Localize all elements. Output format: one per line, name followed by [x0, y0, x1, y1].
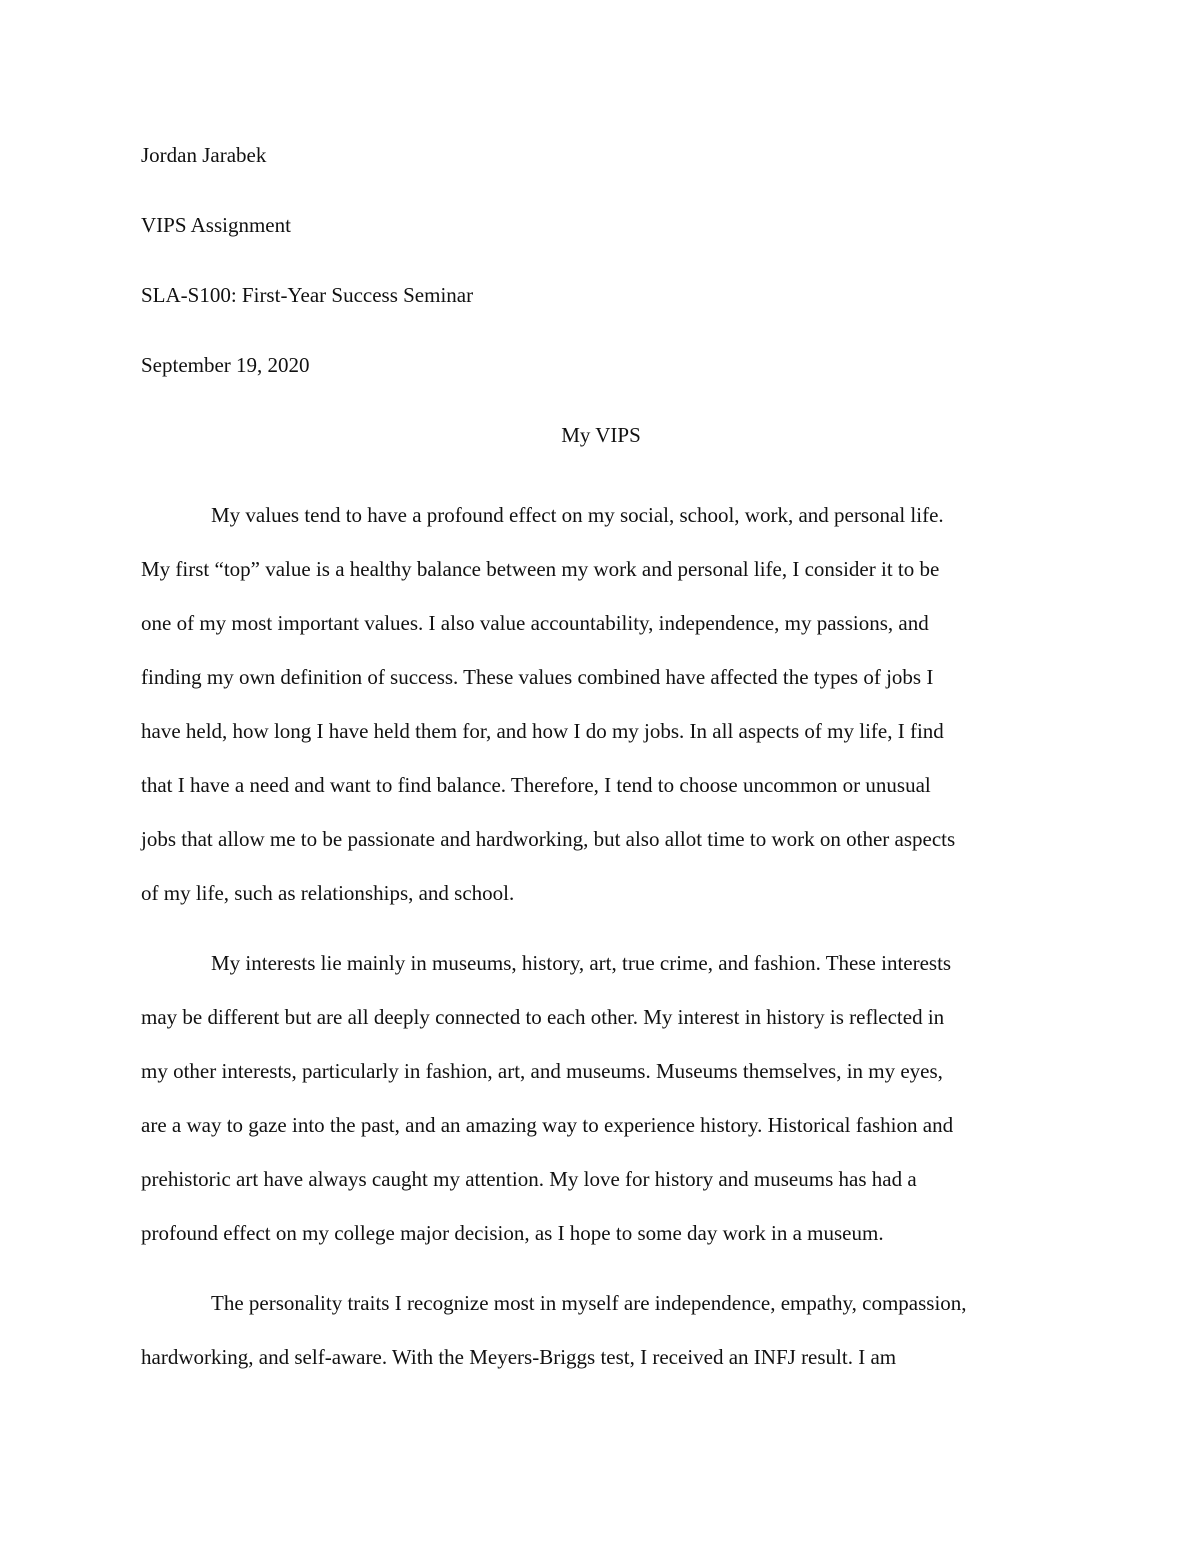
paragraph-personality	[141, 1276, 1061, 1384]
paragraph-line: my other interests, particularly in fashion, art, and museums. Museums themselves, in my eyes,	[141, 1059, 943, 1083]
paragraph-line: of my life, such as relationships, and school.	[141, 881, 515, 905]
document-title: My VIPS	[561, 423, 641, 447]
document-date: September 19, 2020	[141, 353, 310, 377]
paragraph-line: may be different but are all deeply connected to each other. My interest in history is reflected in	[141, 1005, 945, 1029]
paragraph-line: jobs that allow me to be passionate and hardworking, but also allot time to work on other aspects	[141, 827, 956, 851]
author-name: Jordan Jarabek	[141, 143, 267, 167]
assignment-name: VIPS Assignment	[141, 213, 291, 237]
document-page	[141, 138, 1061, 1400]
paragraph-line: finding my own definition of success. These values combined have affected the types of jobs I	[141, 665, 934, 689]
paragraph-line: one of my most important values. I also value accountability, independence, my passions, and	[141, 611, 929, 635]
paragraph-interests	[141, 936, 1061, 1260]
paragraph-values	[141, 488, 1061, 920]
paragraph-line: profound effect on my college major decision, as I hope to some day work in a museum.	[141, 1221, 884, 1245]
paragraph-line: are a way to gaze into the past, and an amazing way to experience history. Historical fashion and	[141, 1113, 954, 1137]
paragraph-line: that I have a need and want to find balance. Therefore, I tend to choose uncommon or unusual	[141, 773, 931, 797]
paragraph-line: The personality traits I recognize most in myself are independence, empathy, compassion,	[211, 1291, 967, 1315]
paragraph-line: prehistoric art have always caught my attention. My love for history and museums has had a	[141, 1167, 917, 1191]
paragraph-line: have held, how long I have held them for, and how I do my jobs. In all aspects of my life, I find	[141, 719, 944, 743]
paragraph-line: hardworking, and self-aware. With the Meyers-Briggs test, I received an INFJ result. I am	[141, 1345, 897, 1369]
course-name: SLA-S100: First-Year Success Seminar	[141, 283, 474, 307]
paragraph-line: My values tend to have a profound effect on my social, school, work, and personal life.	[211, 503, 944, 527]
paragraph-line: My first “top” value is a healthy balance between my work and personal life, I consider it to be	[141, 557, 940, 581]
paragraph-line: My interests lie mainly in museums, history, art, true crime, and fashion. These interests	[211, 951, 952, 975]
